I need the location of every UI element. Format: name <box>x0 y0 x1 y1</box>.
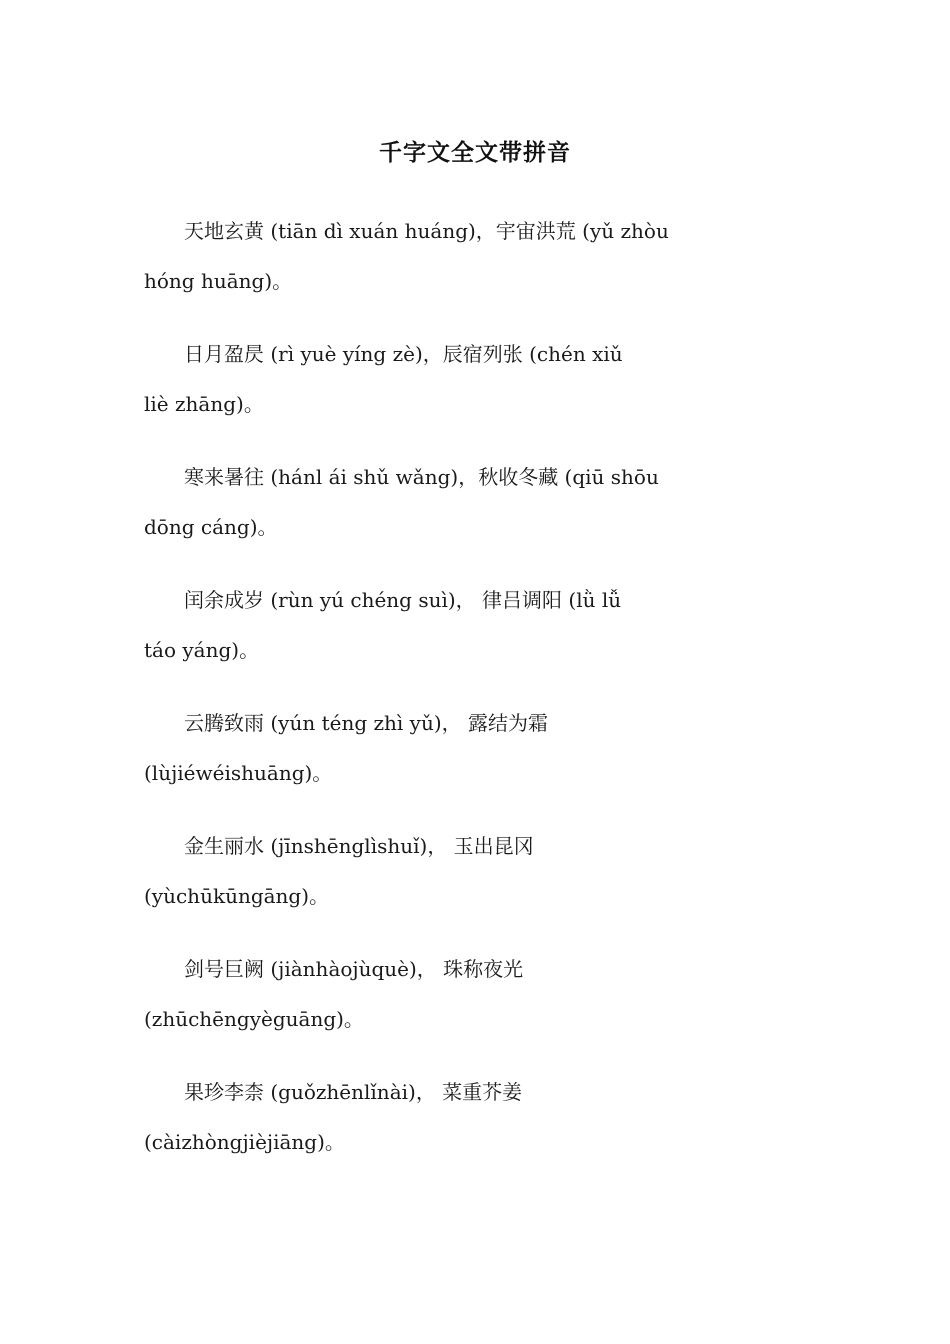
paragraph <box>144 329 794 429</box>
paragraph <box>144 452 794 552</box>
paragraph-line: hóng huāng)。 <box>144 269 293 293</box>
paragraph-line: 闰余成岁 (rùn yú chéng suì)， 律吕调阳 (lǜ lǚ <box>184 588 622 612</box>
paragraph <box>144 944 794 1044</box>
paragraph <box>144 821 794 921</box>
paragraph-line: táo yáng)。 <box>144 638 260 662</box>
paragraph-line: 果珍李柰 (guǒzhēnlǐnài)， 菜重芥姜 <box>184 1080 523 1104</box>
paragraph <box>144 206 794 306</box>
paragraph-line: 寒来暑往 (hánl ái shǔ wǎng)，秋收冬藏 (qiū shōu <box>184 465 659 489</box>
paragraph-line: (càizhòngjièjiāng)。 <box>144 1130 345 1154</box>
paragraph <box>144 575 794 675</box>
paragraph-line: (yùchūkūngāng)。 <box>144 884 330 908</box>
paragraph-line: 天地玄黄 (tiān dì xuán huáng)，宇宙洪荒 (yǔ zhòu <box>184 219 669 243</box>
paragraph <box>144 698 794 798</box>
paragraph-line: 金生丽水 (jīnshēnglìshuǐ)， 玉出昆冈 <box>184 834 534 858</box>
paragraph-line: liè zhāng)。 <box>144 392 264 416</box>
paragraph-line: (lùjiéwéishuāng)。 <box>144 761 333 785</box>
paragraph <box>144 1067 794 1167</box>
paragraph-line: (zhūchēngyèguāng)。 <box>144 1007 364 1031</box>
paragraph-line: 剑号巨阙 (jiànhàojùquè)， 珠称夜光 <box>184 957 524 981</box>
paragraph-line: dōng cáng)。 <box>144 515 278 539</box>
paragraph-line: 云腾致雨 (yún téng zhì yǔ)， 露结为霜 <box>184 711 549 735</box>
document-title: 千字文全文带拼音 <box>379 140 571 166</box>
document-body <box>144 206 794 1190</box>
paragraph-line: 日月盈昃 (rì yuè yíng zè)，辰宿列张 (chén xiǔ <box>184 342 623 366</box>
